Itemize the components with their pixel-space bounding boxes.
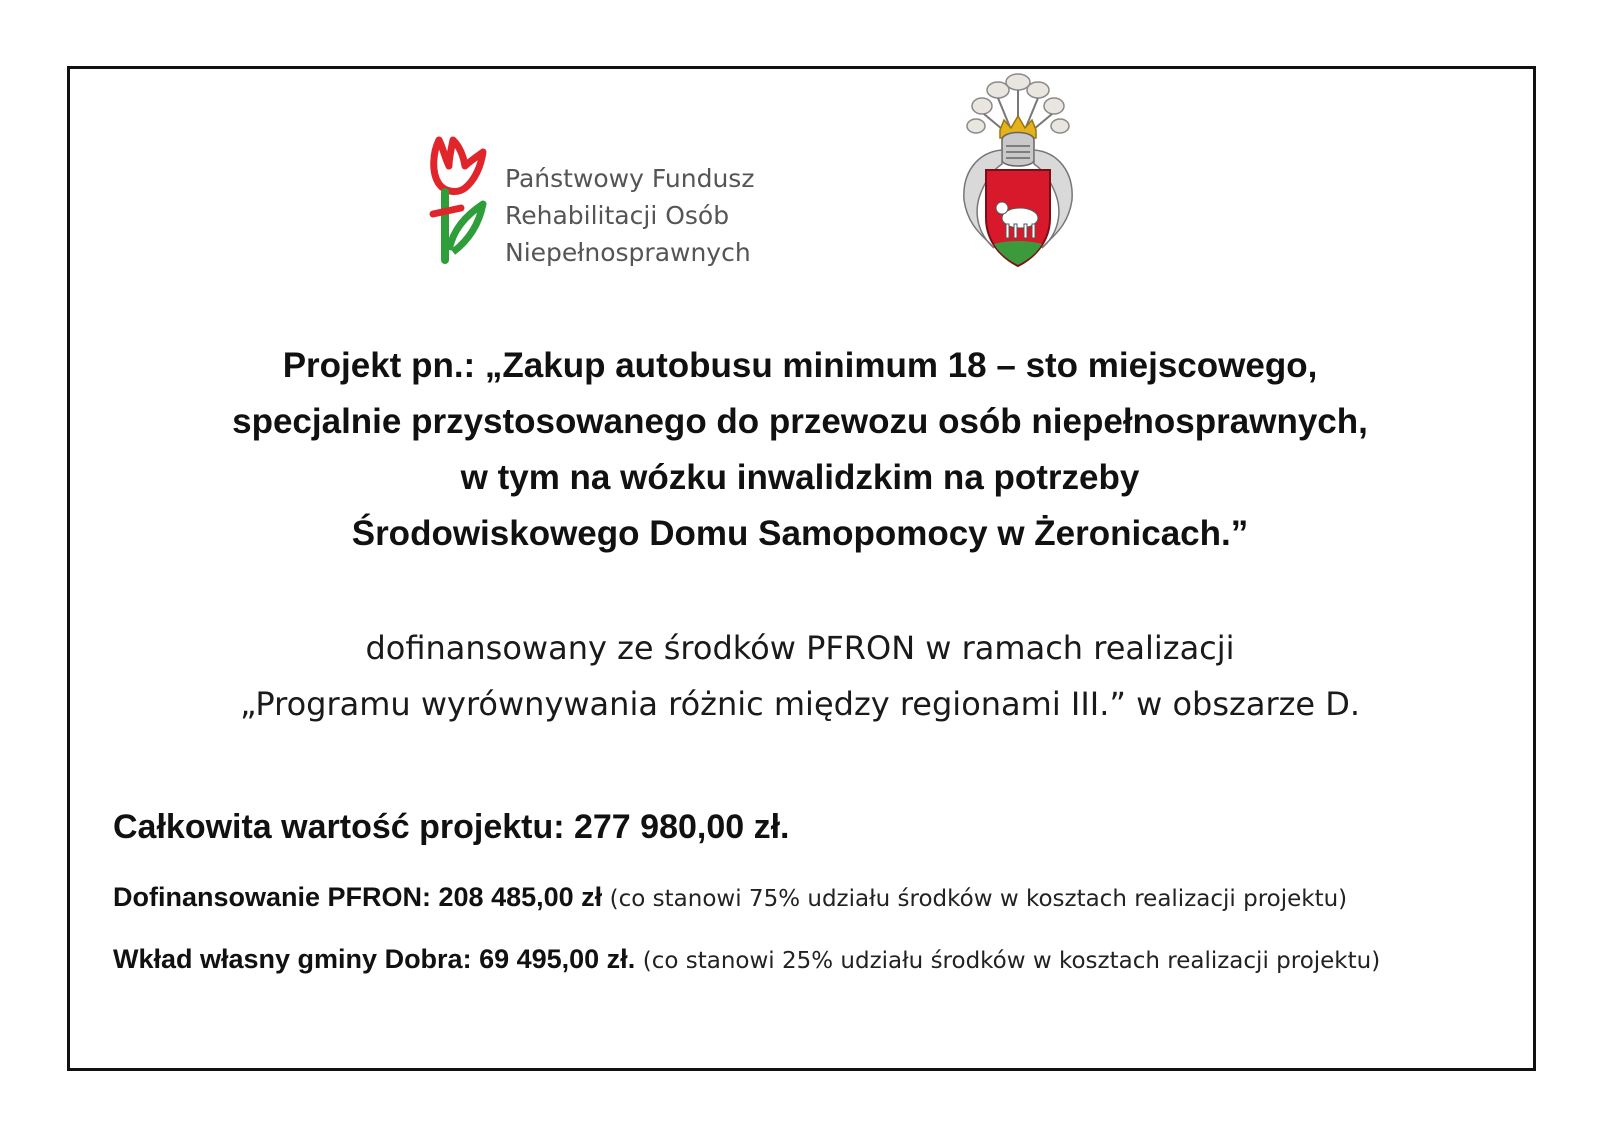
pfron-funding-line [113, 882, 1347, 913]
program-line-1: dofinansowany ze środków PFRON w ramach realizacji [365, 629, 1235, 667]
pfron-logo-line-2: Rehabilitacji Osób [505, 201, 730, 230]
title-line-3: w tym na wózku inwalidzkim na potrzeby [460, 458, 1140, 497]
total-value: Całkowita wartość projektu: 277 980,00 zł. [113, 808, 790, 846]
pfron-logo [425, 132, 785, 267]
pfron-funding-note: (co stanowi 75% udziału środków w kosztach realizacji projektu) [609, 886, 1348, 912]
title-line-1: Projekt pn.: „Zakup autobusu minimum 18 – sto miejscowego, [282, 346, 1318, 385]
own-contribution-note: (co stanowi 25% udziału środków w kosztach realizacji projektu) [642, 948, 1381, 974]
title-line-2: specjalnie przystosowanego do przewozu osób niepełnosprawnych, [232, 402, 1368, 441]
coat-of-arms-icon [948, 68, 1088, 278]
project-title [80, 338, 1520, 562]
program-line-2: „Programu wyrównywania różnic między regionami III.” w obszarze D. [239, 685, 1361, 723]
pfron-logo-line-1: Państwowy Fundusz [505, 164, 755, 193]
pfron-funding-amount: Dofinansowanie PFRON: 208 485,00 zł [113, 882, 603, 912]
poster-frame [67, 66, 1536, 1071]
title-line-4: Środowiskowego Domu Samopomocy w Żeronicach.” [351, 514, 1249, 553]
program-description [80, 620, 1520, 732]
own-contribution-amount: Wkład własny gminy Dobra: 69 495,00 zł. [113, 944, 636, 974]
own-contribution-line [113, 944, 1380, 975]
tulip-icon [425, 132, 495, 267]
pfron-logo-line-3: Niepełnosprawnych [505, 238, 751, 267]
